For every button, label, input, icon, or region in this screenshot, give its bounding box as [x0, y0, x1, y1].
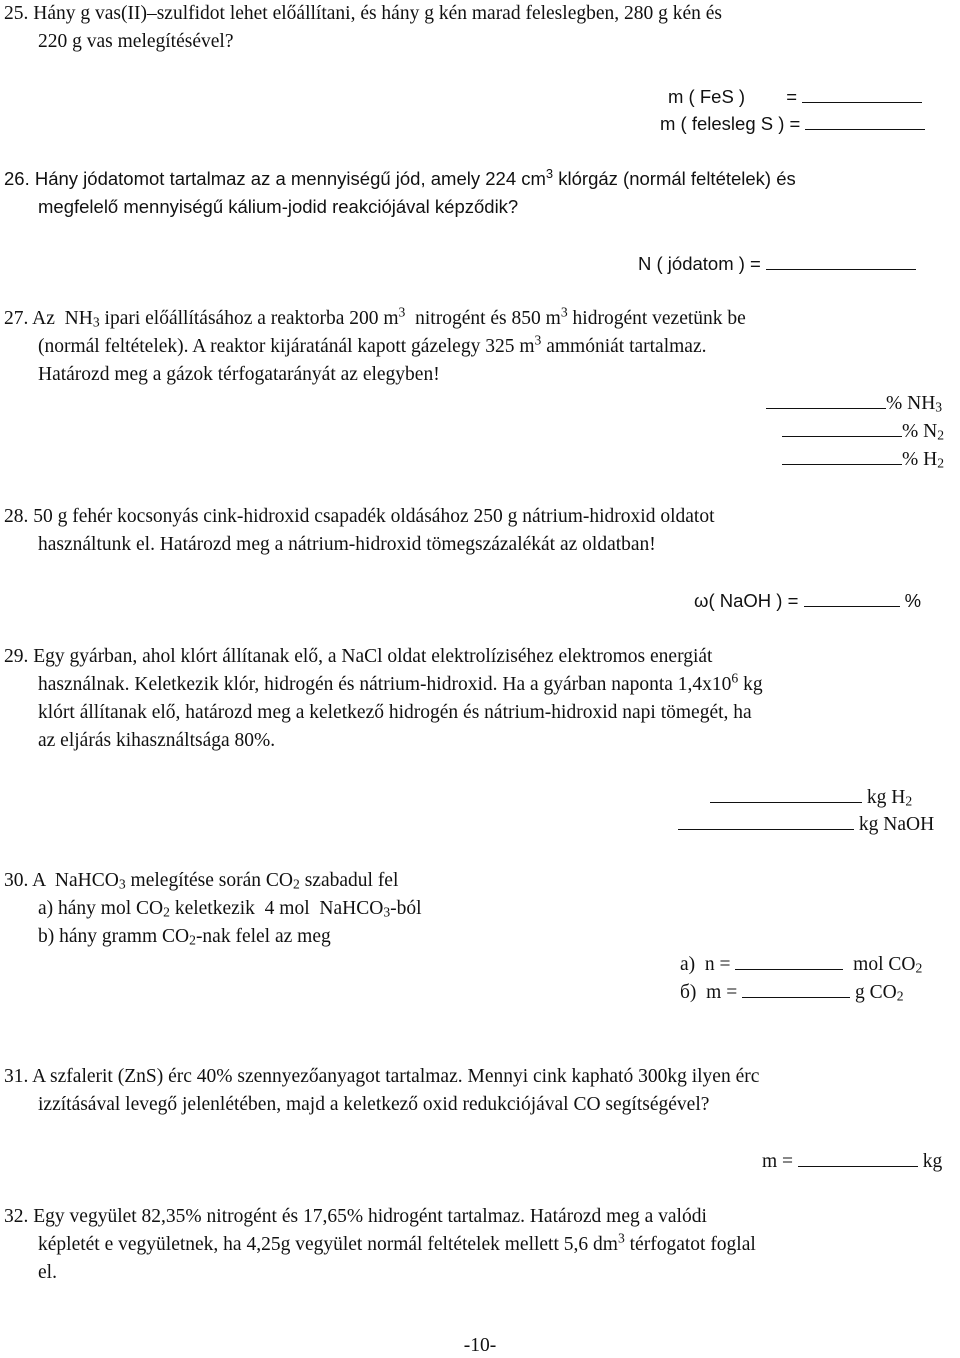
problem-30-text-line-3: b) hány gramm $CO_2$-nak felel az meg: [38, 926, 331, 948]
answer-blank[interactable]: [798, 1148, 918, 1167]
answer-blank[interactable]: [804, 588, 900, 607]
problem-29-answer-h2: kg $H_2$: [710, 784, 912, 812]
problem-27-text-line-3: Határozd meg a gázok térfogatarányát az elegyben!: [38, 364, 440, 385]
problem-26: [4, 165, 944, 221]
problem-30-text-line-2: a) hány mol $CO_2$ keletkezik 4 mol NaHCO$_3$-ból: [38, 898, 422, 920]
problem-29-answer-naoh: kg NaOH: [678, 811, 934, 839]
answer-blank[interactable]: [782, 418, 902, 437]
answer-blank[interactable]: [782, 446, 902, 465]
problem-29-text-line-2: használnak. Keletkezik klór, hidrogén és nátrium-hidroxid. Ha a gyárban naponta $1,4x10^6$ kg: [38, 670, 763, 695]
problem-28-text-line-2: használtunk el. Határozd meg a nátrium-hidroxid tömegszázalékát az oldatban!: [38, 534, 656, 555]
problem-29-text-line-3: klórt állítanak elő, határozd meg a keletkező hidrogén és nátrium-hidroxid napi tömegét, ha: [38, 702, 752, 723]
problem-26-text-line-1: 26. Hány jódatomot tartalmaz az a mennyiségű jód, amely 224 $cm^3$ klórgáz (normál feltételek) és: [4, 165, 796, 189]
answer-blank[interactable]: [742, 979, 850, 998]
problem-27-text-line-1: 27. Az $NH_3$ ipari előállításához a reaktorba 200 $m^3$ nitrogént és 850 $m^3$ hidrogént vezetünk be: [4, 304, 746, 330]
problem-25-answer-fes: m ( FeS ) =: [668, 83, 922, 111]
problem-32-text-line-3: el.: [38, 1262, 57, 1283]
problem-31-text-line-2: izzításával levegő jelenlétében, majd a keletkező oxid redukciójával CO segítségével?: [38, 1094, 710, 1115]
problem-28-text-line-1: 28. 50 g fehér kocsonyás cink-hidroxid csapadék oldásához 250 g nátrium-hidroxid oldatot: [4, 506, 715, 527]
problem-31: [4, 1063, 944, 1119]
answer-blank[interactable]: [766, 390, 886, 409]
problem-25-text-line-2: 220 g vas melegítésével?: [38, 31, 234, 52]
problem-29-text-line-4: az eljárás kihasználtsága 80%.: [38, 730, 276, 751]
problem-27: [4, 305, 944, 389]
problem-30-answer-n: a) n = mol $CO_2$: [680, 951, 922, 979]
problem-31-answer: m = kg: [762, 1148, 942, 1176]
problem-27-answer-nh3: % $NH_3$: [766, 390, 942, 418]
problem-32-text-line-1: 32. Egy vegyület 82,35% nitrogént és 17,65% hidrogént tartalmaz. Határozd meg a valódi: [4, 1206, 707, 1227]
problem-25: [4, 0, 944, 56]
problem-32: [4, 1203, 944, 1287]
answer-blank[interactable]: [678, 811, 854, 830]
problem-27-answer-h2: % $H_2$: [782, 446, 944, 474]
problem-27-answer-n2: % $N_2$: [782, 418, 944, 446]
problem-30: [4, 867, 944, 951]
problem-29-text-line-1: 29. Egy gyárban, ahol klórt állítanak elő, a NaCl oldat elektrolíziséhez elektromos energiát: [4, 646, 713, 667]
problem-29: [4, 643, 944, 755]
answer-blank[interactable]: [802, 84, 922, 103]
problem-30-text-line-1: 30. A NaHCO$_3$ melegítése során $CO_2$ szabadul fel: [4, 870, 399, 892]
answer-blank[interactable]: [766, 251, 916, 270]
problem-25-text-line-1: 25. Hány g vas(II)–szulfidot lehet előállítani, és hány g kén marad feleslegben, 280 g kén és: [4, 3, 723, 24]
problem-28-answer: ω( NaOH ) = %: [694, 590, 922, 611]
page-number: -10-: [463, 1335, 497, 1356]
problem-27-text-line-2: (normál feltételek). A reaktor kijáratánál kapott gázelegy 325 $m^3$ ammóniát tartalmaz.: [38, 332, 707, 357]
answer-blank[interactable]: [710, 784, 862, 803]
problem-32-text-line-2: képletét e vegyületnek, ha 4,25g vegyület normál feltételek mellett 5,6 $dm^3$ térfogatot foglal: [38, 1230, 756, 1255]
problem-26-text-line-2: megfelelő mennyiségű kálium-jodid reakciójával képződik?: [38, 196, 519, 217]
problem-28: [4, 503, 944, 559]
problem-26-answer: N ( jódatom ) =: [638, 250, 916, 278]
problem-25-answer-excess-s: m ( felesleg S ) =: [660, 110, 925, 138]
answer-blank[interactable]: [735, 951, 843, 970]
answer-blank[interactable]: [805, 111, 925, 130]
problem-30-answer-m: б) m = g $CO_2$: [680, 979, 904, 1007]
problem-31-text-line-1: 31. A szfalerit (ZnS) érc 40% szennyezőanyagot tartalmaz. Mennyi cink kapható 300kg ilyen érc: [4, 1066, 760, 1087]
